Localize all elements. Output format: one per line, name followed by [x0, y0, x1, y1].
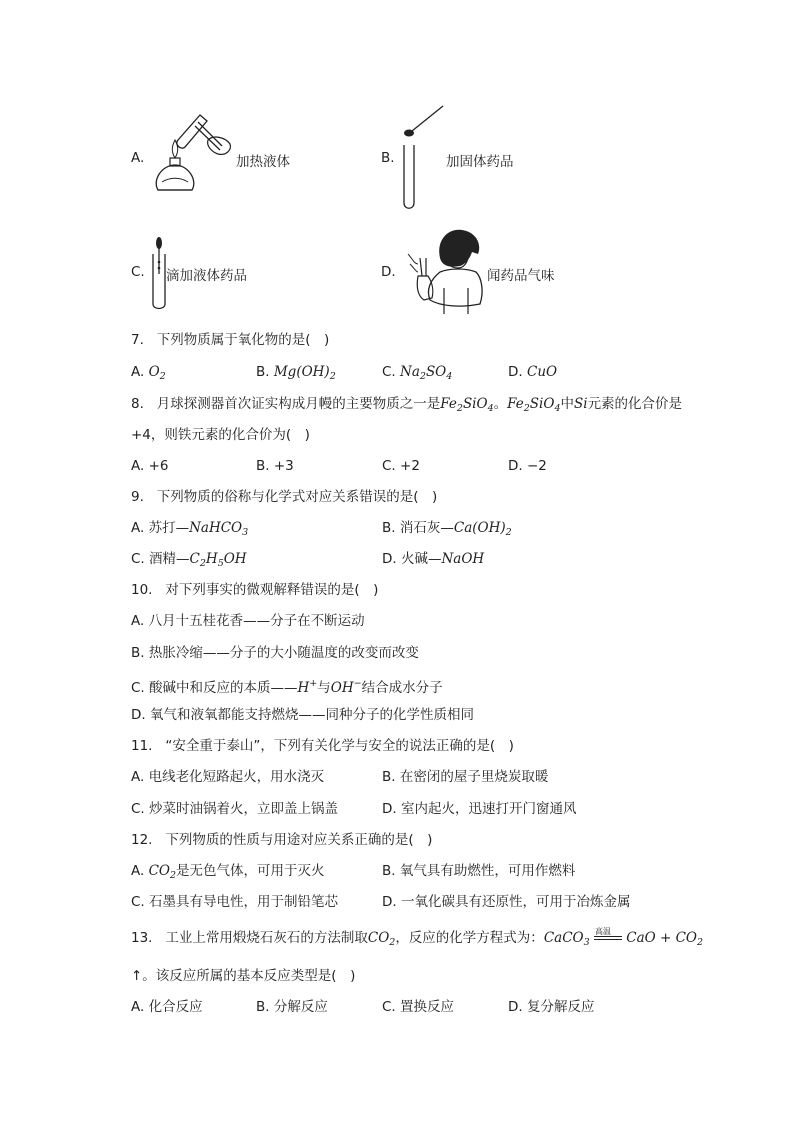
option-b[interactable]: B. 热胀冷缩——分子的大小随温度的改变而改变 — [131, 645, 419, 661]
smelling-figure — [400, 228, 488, 320]
option-a[interactable]: A. $O_2$ — [131, 364, 166, 382]
option-d[interactable]: D. 一氧化碳具有还原性，可用于冶炼金属 — [382, 894, 631, 910]
question-9: 9. 下列物质的俗称与化学式对应关系错误的是( ) — [131, 489, 438, 505]
option-c-caption: 滴加液体药品 — [166, 268, 247, 284]
option-c[interactable]: C. $Na_2SO_4$ — [382, 364, 453, 382]
question-12: 12. 下列物质的性质与用途对应关系正确的是( ) — [131, 832, 433, 848]
option-b[interactable]: B. 氧气具有助燃性，可用作燃料 — [382, 863, 576, 879]
option-c[interactable]: C. 石墨具有导电性，用于制铅笔芯 — [131, 894, 339, 910]
option-d[interactable]: D. 氧气和液氧都能支持燃烧——同种分子的化学性质相同 — [131, 707, 474, 723]
option-a[interactable]: A. 八月十五桂花香——分子在不断运动 — [131, 613, 365, 629]
question-10: 10. 对下列事实的微观解释错误的是( ) — [131, 582, 379, 598]
option-d[interactable]: D. 复分解反应 — [508, 999, 595, 1015]
option-b[interactable]: B. 分解反应 — [256, 999, 328, 1015]
option-b-label: B. — [381, 150, 395, 166]
option-a[interactable]: A. 化合反应 — [131, 999, 203, 1015]
question-8: 8. 月球探测器首次证实构成月幔的主要物质之一是$Fe_2SiO_4$。$Fe_2SiO_4$中Si元素的化合价是 — [131, 396, 683, 414]
option-d[interactable]: D. −2 — [508, 458, 547, 474]
adding-solid-figure — [398, 103, 448, 213]
option-c[interactable]: C. 炒菜时油锅着火，立即盖上锅盖 — [131, 801, 339, 817]
option-a-caption: 加热液体 — [236, 154, 290, 170]
reaction-condition: 高温 — [594, 931, 622, 945]
option-c[interactable]: C. +2 — [382, 458, 420, 474]
option-d[interactable]: D. 火碱—NaOH — [382, 551, 485, 567]
question-7 — [131, 330, 329, 350]
option-c[interactable]: C. 酸碱中和反应的本质——H+与OH−结合成水分子 — [131, 678, 443, 696]
option-b-caption: 加固体药品 — [446, 154, 514, 170]
option-d[interactable]: D. 室内起火，迅速打开门窗通风 — [382, 801, 577, 817]
option-a[interactable]: A. 苏打—NaHCO$_3$ — [131, 520, 249, 538]
question-11: 11. “安全重于泰山”，下列有关化学与安全的说法正确的是( ) — [131, 738, 514, 754]
option-d[interactable]: D. CuO — [508, 364, 558, 380]
option-a-label: A. — [131, 150, 145, 166]
option-d-caption: 闻药品气味 — [487, 268, 555, 284]
option-d-label: D. — [381, 264, 396, 280]
question-8-line2: +4，则铁元素的化合价为( ) — [131, 427, 310, 443]
option-c-label: C. — [131, 264, 145, 280]
option-b[interactable]: B. 在密闭的屋子里烧炭取暖 — [382, 769, 549, 785]
option-c[interactable]: C. 置换反应 — [382, 999, 455, 1015]
option-a[interactable]: A. 电线老化短路起火，用水浇灭 — [131, 769, 325, 785]
question-number: 7. — [131, 332, 144, 348]
option-a[interactable]: A. $CO_2$是无色气体，可用于灭火 — [131, 863, 325, 881]
question-13-line2: ↑。该反应所属的基本反应类型是( ) — [131, 968, 356, 984]
option-a[interactable]: A. +6 — [131, 458, 169, 474]
question-stem: 下列物质属于氧化物的是( ) — [156, 332, 330, 348]
question-13: 13. 工业上常用煅烧石灰石的方法制取$CO_2$，反应的化学方程式为：CaCO$_3$ 高温 CaO + $CO_2$ — [131, 927, 704, 948]
option-c[interactable]: C. 酒精$—C_2H_5OH$ — [131, 551, 247, 569]
option-b[interactable]: B. +3 — [256, 458, 294, 474]
heating-liquid-figure — [150, 110, 235, 205]
option-b[interactable]: B. 消石灰$—Ca(OH)_2$ — [382, 520, 512, 538]
option-b[interactable]: B. $Mg(OH)_2$ — [256, 364, 336, 382]
